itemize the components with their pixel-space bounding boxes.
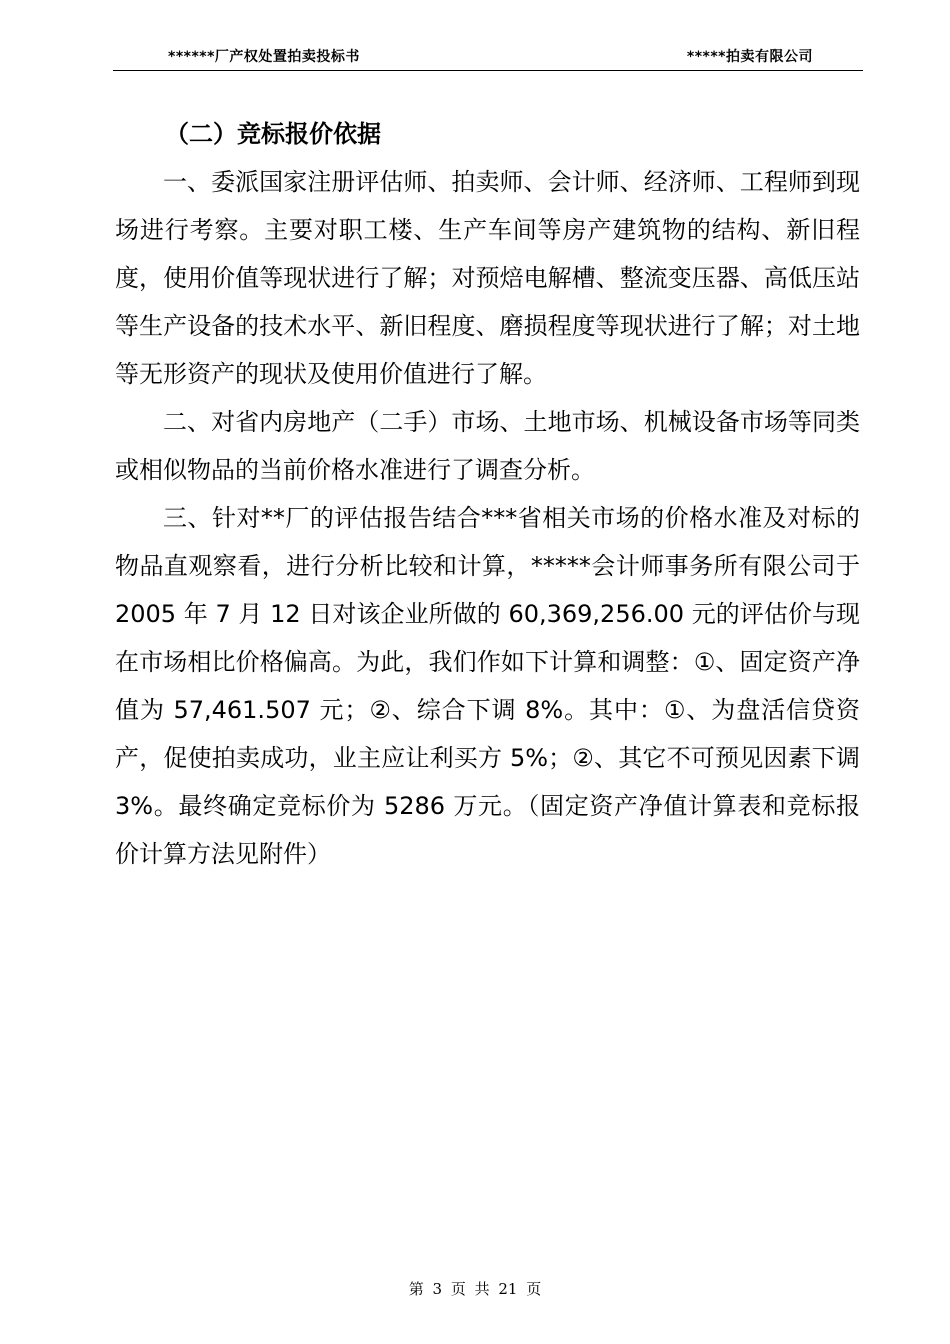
section-heading: （二）竞标报价依据 (165, 120, 381, 148)
page-number: 第 3 页 共 21 页 (408, 1280, 542, 1298)
paragraph-market-survey: 二、对省内房地产（二手）市场、土地市场、机械设备市场等同类或相似物品的当前价格水准进行了调查分析。 (115, 408, 860, 484)
document-body (115, 110, 860, 878)
header-divider (113, 70, 863, 71)
header-company-name: *****拍卖有限公司 (686, 49, 813, 65)
header-document-title: ******厂产权处置拍卖投标书 (168, 49, 360, 65)
paragraph-inspection: 一、委派国家注册评估师、拍卖师、会计师、经济师、工程师到现场进行考察。主要对职工楼、生产车间等房产建筑物的结构、新旧程度，使用价值等现状进行了解；对预焙电解槽、整流变压器、高低压站等生产设备的技术水平、新旧程度、磨损程度等现状进行了解；对土地等无形资产的现状及使用价值进行了解。 (115, 168, 860, 388)
paragraph-price-calculation: 三、针对**厂的评估报告结合***省相关市场的价格水准及对标的物品直观察看，进行分析比较和计算，*****会计师事务所有限公司于 2005 年 7 月 12 日对该企业所做的 60,369,256.00 元的评估价与现在市场相比价格偏高。为此，我们作如下计算和调整：①、固定资产净值为 57,461.507 元；②、综合下调 8%。其中：①、为盘活信贷资产，促使拍卖成功，业主应让利买方 5%；②、其它不可预见因素下调 3%。最终确定竞标价为 5286 万元。（固定资产净值计算表和竞标报价计算方法见附件） (115, 504, 860, 868)
page-header (113, 46, 863, 68)
